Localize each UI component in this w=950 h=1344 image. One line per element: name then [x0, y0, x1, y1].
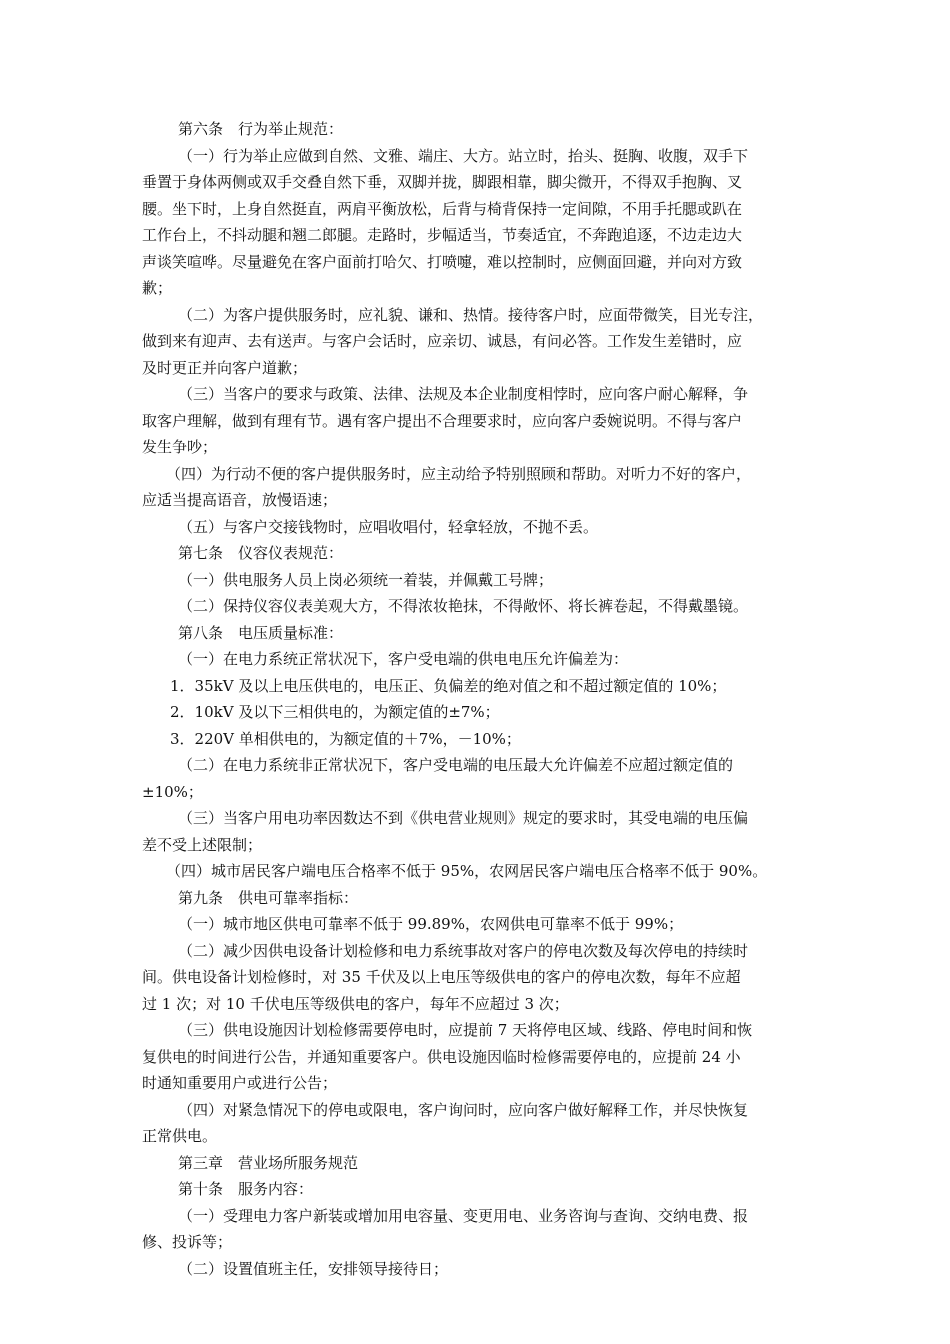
- text-line: 1．35kV 及以上电压供电的，电压正、负偏差的绝对值之和不超过额定值的 10%；: [170, 676, 727, 695]
- text-line: 垂置于身体两侧或双手交叠自然下垂，双脚并拢，脚跟相靠，脚尖微开，不得双手抱胸、叉: [142, 173, 743, 191]
- text-line: 发生争吵；: [142, 438, 218, 456]
- text-line: 时通知重要用户或进行公告；: [142, 1074, 338, 1092]
- text-line: （二）在电力系统非正常状况下，客户受电端的电压最大允许偏差不应超过额定值的: [178, 756, 734, 774]
- text-line: （五）与客户交接钱物时，应唱收唱付，轻拿轻放，不抛不丢。: [178, 517, 599, 536]
- text-line: （二）为客户提供服务时，应礼貌、谦和、热情。接待客户时，应面带微笑，目光专注，: [178, 305, 764, 324]
- text-line: （三）当客户用电功率因数达不到《供电营业规则》规定的要求时，其受电端的电压偏: [178, 809, 749, 827]
- text-line: 第十条 服务内容：: [178, 1180, 314, 1198]
- text-line: （二）保持仪容仪表美观大方，不得浓妆艳抹，不得敞怀、将长裤卷起，不得戴墨镜。: [178, 597, 749, 615]
- text-line: 过 1 次；对 10 千伏电压等级供电的客户，每年不应超过 3 次；: [142, 994, 569, 1013]
- text-line: （一）供电服务人员上岗必须统一着装，并佩戴工号牌；: [178, 570, 554, 589]
- text-line: 第九条 供电可靠率指标：: [178, 888, 359, 907]
- text-line: 腰。坐下时，上身自然挺直，两肩平衡放松，后背与椅背保持一定间隙，不用手托腮或趴在: [142, 199, 743, 218]
- text-line: 3．220V 单相供电的，为额定值的＋7%，－10%；: [170, 729, 521, 748]
- text-line: （一）受理电力客户新装或增加用电容量、变更用电、业务咨询与查询、交纳电费、报: [178, 1206, 749, 1225]
- text-line: 复供电的时间进行公告，并通知重要客户。供电设施因临时检修需要停电的，应提前 24 小: [142, 1047, 741, 1066]
- text-line: 正常供电。: [142, 1127, 218, 1145]
- text-line: 工作台上，不抖动腿和翘二郎腿。走路时，步幅适当，节奏适宜，不奔跑追逐，不边走边大: [142, 226, 743, 244]
- text-line: （二）设置值班主任，安排领导接待日；: [178, 1259, 449, 1278]
- text-line: 第八条 电压质量标准：: [178, 623, 344, 642]
- text-line: 做到来有迎声、去有送声。与客户会话时，应亲切、诚恳，有问必答。工作发生差错时，应: [142, 332, 743, 350]
- document-body: [142, 116, 810, 1282]
- text-line: （三）当客户的要求与政策、法律、法规及本企业制度相悖时，应向客户耐心解释，争: [178, 385, 749, 403]
- text-line: 第七条 仪容仪表规范：: [178, 544, 344, 562]
- text-line: ±10%；: [142, 782, 203, 801]
- text-line: （四）对紧急情况下的停电或限电，客户询问时，应向客户做好解释工作，并尽快恢复: [178, 1100, 749, 1119]
- text-line: （四）为行动不便的客户提供服务时，应主动给予特别照顾和帮助。对听力不好的客户，: [166, 464, 752, 483]
- text-line: 2．10kV 及以下三相供电的，为额定值的±7%；: [170, 703, 500, 721]
- text-line: （二）减少因供电设备计划检修和电力系统事故对客户的停电次数及每次停电的持续时: [178, 941, 749, 960]
- text-line: （四）城市居民客户端电压合格率不低于 95%，农网居民客户端电压合格率不低于 90%。: [166, 862, 768, 880]
- text-line: （三）供电设施因计划检修需要停电时，应提前 7 天将停电区域、线路、停电时间和恢: [178, 1021, 753, 1039]
- text-line: 歉；: [142, 279, 173, 297]
- text-line: （一）城市地区供电可靠率不低于 99.89%，农网供电可靠率不低于 99%；: [178, 915, 684, 933]
- text-line: 取客户理解，做到有理有节。遇有客户提出不合理要求时，应向客户委婉说明。不得与客户: [142, 411, 743, 430]
- text-line: （一）在电力系统正常状况下，客户受电端的供电电压允许偏差为：: [178, 650, 629, 668]
- text-line: 间。供电设备计划检修时，对 35 千伏及以上电压等级供电的客户的停电次数，每年不应超: [142, 968, 741, 986]
- text-line: 第六条 行为举止规范：: [178, 120, 344, 138]
- text-line: 修、投诉等；: [142, 1233, 233, 1251]
- text-line: （一）行为举止应做到自然、文雅、端庄、大方。站立时，抬头、挺胸、收腹，双手下: [178, 146, 749, 165]
- text-line: 应适当提高语音，放慢语速；: [142, 491, 338, 509]
- text-line: 差不受上述限制；: [142, 835, 263, 854]
- text-line: 声谈笑喧哗。尽量避免在客户面前打哈欠、打喷嚏，难以控制时，应侧面回避，并向对方致: [142, 252, 743, 271]
- text-line: 第三章 营业场所服务规范: [178, 1153, 359, 1172]
- text-line: 及时更正并向客户道歉；: [142, 358, 308, 377]
